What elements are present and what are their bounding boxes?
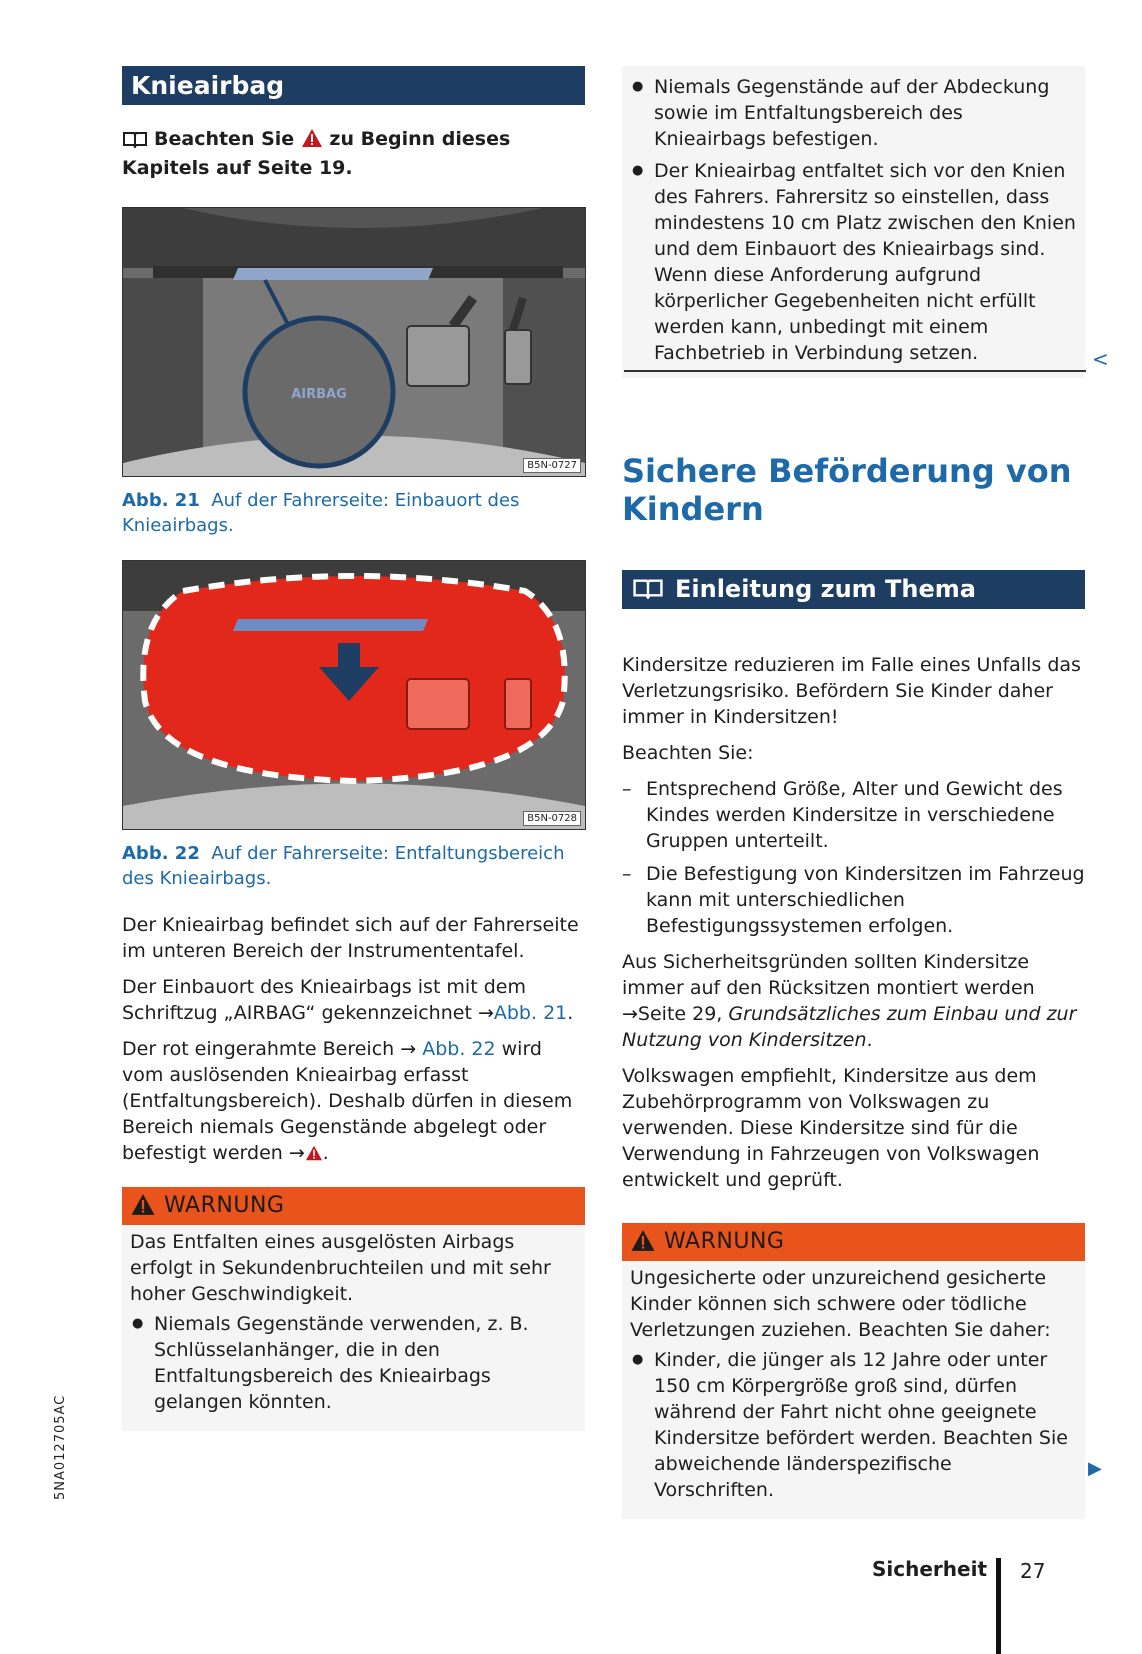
page-number: 27 [1020, 1559, 1046, 1583]
paragraph: Beachten Sie: [622, 742, 754, 764]
paragraph: Aus Sicherheitsgründen sollten Kindersitze immer auf den Rücksitzen montiert werden →Seite 29, Grundsätzliches zum Einbau und zur Nutzung von Kindersitzen. [622, 951, 1077, 1051]
document-code: 5NA012705AC [53, 1394, 68, 1500]
warning-triangle-icon [305, 1142, 323, 1168]
left-body-text [122, 912, 585, 1178]
warning-triangle-icon [630, 1227, 656, 1265]
figure-22-link[interactable]: Abb. 22 [422, 1038, 496, 1060]
paragraph: Der Knieairbag befindet sich auf der Fahrerseite im unteren Bereich der Instrumententafel. [122, 914, 579, 962]
figure-21-image [122, 207, 586, 477]
warning-triangle-icon [301, 128, 323, 155]
dash-list [622, 776, 1085, 939]
chapter-title: Sichere Beförderung von Kindern [622, 452, 1072, 528]
figure-22-caption: Abb. 22 Auf der Fahrerseite: Entfaltungsbereich des Knieairbags. [122, 843, 565, 889]
book-icon [631, 572, 665, 611]
chapter-note: Beachten Sie zu Beginn dieses Kapitels auf Seite 19. [122, 128, 511, 179]
right-body-text [622, 652, 1085, 1203]
continue-arrow-icon: ▶ [1088, 1458, 1102, 1479]
page-29-link[interactable]: Seite 29, [637, 1003, 723, 1025]
warning-bullets [630, 74, 1077, 366]
figure-21-illustration [123, 208, 585, 476]
paragraph: Volkswagen empfiehlt, Kindersitze aus dem Zubehörprogramm von Volkswagen zu verwenden. Diese Kindersitze sind für die Verwendung in Fahrzeugen von Volkswagen entwickelt und geprüft. [622, 1065, 1040, 1191]
warning-body [622, 1261, 1085, 1519]
end-marker: < [1092, 347, 1109, 371]
warning-end-rule [624, 370, 1086, 372]
list-item: ● Kinder, die jünger als 12 Jahre oder unter 150 cm Körpergröße groß sind, dürfen während der Fahrt nicht ohne geeignete Kindersitze befördert werden. Beachten Sie abweichende länderspezifische Vorschriften. [630, 1347, 1077, 1503]
list-item: – Entsprechend Größe, Alter und Gewicht des Kindes werden Kindersitze in verschiedene Gruppen unterteilt. [622, 776, 1085, 854]
warning-box-left [122, 1187, 585, 1431]
figure-21-link[interactable]: Abb. 21 [493, 1002, 568, 1024]
list-item: ● Der Knieairbag entfaltet sich vor den Knien des Fahrers. Fahrersitz so einstellen, dass mindestens 10 cm Platz zwischen den Knien und dem Einbauort des Knieairbags sind. Wenn diese Anforderung aufgrund körperlicher Gegebenheiten nicht erfüllt werden kann, unbedingt mit einem Fachbetrieb in Verbindung setzen. [630, 158, 1077, 366]
figure-22-image [122, 560, 586, 830]
subsection-title: Einleitung zum Thema [622, 570, 1085, 609]
warning-continued [622, 66, 1085, 378]
footer-divider [996, 1558, 1001, 1654]
warning-text: Ungesicherte oder unzureichend gesicherte Kinder können sich schwere oder tödliche Verletzungen zuziehen. Beachten Sie daher: [630, 1267, 1051, 1341]
footer-section-label: Sicherheit [872, 1557, 987, 1581]
figure-22-illustration [123, 561, 585, 829]
list-item: – Die Befestigung von Kindersitzen im Fahrzeug kann mit unterschiedlichen Befestigungssystemen erfolgen. [622, 861, 1085, 939]
paragraph: Der Einbauort des Knieairbags ist mit dem Schriftzug „AIRBAG“ gekennzeichnet →Abb. 21. [122, 976, 574, 1024]
paragraph: Kindersitze reduzieren im Falle eines Unfalls das Verletzungsrisiko. Befördern Sie Kinder daher immer in Kindersitzen! [622, 654, 1081, 728]
warning-bullets [630, 1347, 1077, 1503]
figure-21-code: B5N-0727 [523, 458, 581, 473]
warning-text: Das Entfalten eines ausgelösten Airbags erfolgt in Sekundenbruchteilen und mit sehr hoher Geschwindigkeit. [130, 1231, 551, 1305]
figure-22-code: B5N-0728 [523, 811, 581, 826]
warning-bullets [130, 1311, 577, 1415]
list-item: ● Niemals Gegenstände auf der Abdeckung sowie im Entfaltungsbereich des Knieairbags befestigen. [630, 74, 1077, 152]
airbag-label: AIRBAG [291, 387, 347, 402]
warning-box-right [622, 1223, 1085, 1519]
warning-body [122, 1225, 585, 1431]
list-item: ● Niemals Gegenstände verwenden, z. B. Schlüsselanhänger, die in den Entfaltungsbereich des Knieairbags gelangen könnten. [130, 1311, 577, 1415]
section-title-knieairbag: Knieairbag [122, 66, 585, 105]
paragraph: Der rot eingerahmte Bereich → Abb. 22 wird vom auslösenden Knieairbag erfasst (Entfaltungsbereich). Deshalb dürfen in diesem Bereich niemals Gegenstände abgelegt oder befestigt werden → . [122, 1036, 585, 1168]
warning-triangle-icon [130, 1191, 156, 1229]
figure-21-caption: Abb. 21 Auf der Fahrerseite: Einbauort des Knieairbags. [122, 490, 520, 536]
warning-header: WARNUNG [622, 1223, 1085, 1261]
warning-header: WARNUNG [122, 1187, 585, 1225]
book-icon [122, 129, 148, 155]
